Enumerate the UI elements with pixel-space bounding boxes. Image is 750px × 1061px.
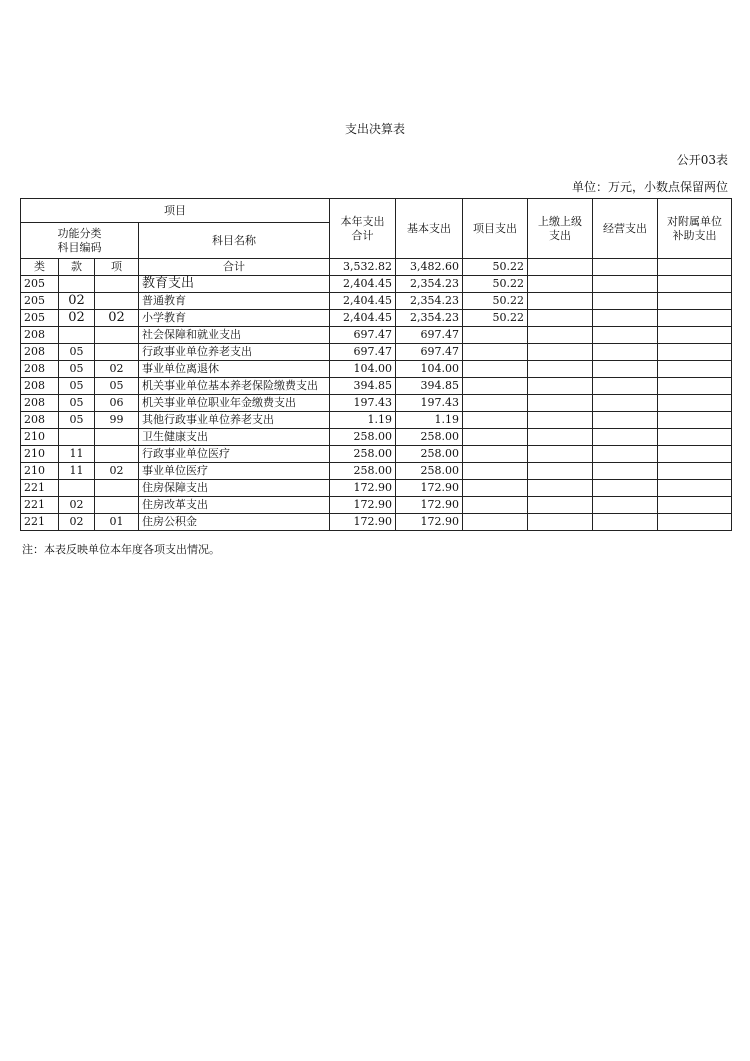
cell-basic: 394.85 <box>396 378 463 395</box>
cell-upper <box>528 344 593 361</box>
cell-total: 258.00 <box>330 463 396 480</box>
cell-upper <box>528 395 593 412</box>
cell-subsidy <box>658 276 732 293</box>
cell-total: 172.90 <box>330 514 396 531</box>
cell-basic: 2,354.23 <box>396 293 463 310</box>
cell-operation <box>593 344 658 361</box>
cell-upper <box>528 276 593 293</box>
cell-kuan: 05 <box>59 412 95 429</box>
cell-xiang: 99 <box>95 412 139 429</box>
table-row <box>21 480 732 497</box>
cell-kuan: 02 <box>59 293 95 310</box>
cell-subsidy <box>658 344 732 361</box>
cell-project <box>463 412 528 429</box>
cell-basic: 2,354.23 <box>396 310 463 327</box>
header-kuan: 款 <box>59 259 95 276</box>
cell-operation <box>593 497 658 514</box>
cell-project <box>463 344 528 361</box>
cell-upper <box>528 412 593 429</box>
cell-kuan: 05 <box>59 344 95 361</box>
cell-basic: 258.00 <box>396 446 463 463</box>
cell-operation <box>593 446 658 463</box>
cell-total: 2,404.45 <box>330 310 396 327</box>
cell-name: 卫生健康支出 <box>139 429 330 446</box>
cell-xiang <box>95 344 139 361</box>
cell-total: 258.00 <box>330 446 396 463</box>
header-func-class: 功能分类 科目编码 <box>21 223 139 259</box>
cell-xiang: 01 <box>95 514 139 531</box>
cell-lei: 205 <box>21 276 59 293</box>
cell-project <box>463 514 528 531</box>
total-row-upper <box>528 259 593 276</box>
cell-project <box>463 497 528 514</box>
cell-kuan: 11 <box>59 463 95 480</box>
cell-subsidy <box>658 310 732 327</box>
total-row-subsidy <box>658 259 732 276</box>
cell-kuan: 11 <box>59 446 95 463</box>
header-total: 本年支出 合计 <box>330 199 396 259</box>
cell-total: 1.19 <box>330 412 396 429</box>
cell-xiang <box>95 293 139 310</box>
cell-basic: 2,354.23 <box>396 276 463 293</box>
cell-operation <box>593 310 658 327</box>
cell-subsidy <box>658 327 732 344</box>
table-row <box>21 514 732 531</box>
cell-upper <box>528 463 593 480</box>
cell-lei: 208 <box>21 344 59 361</box>
header-basic: 基本支出 <box>396 199 463 259</box>
total-row-total: 3,532.82 <box>330 259 396 276</box>
cell-xiang: 02 <box>95 463 139 480</box>
cell-xiang <box>95 497 139 514</box>
table-row <box>21 429 732 446</box>
cell-upper <box>528 497 593 514</box>
cell-xiang <box>95 276 139 293</box>
cell-name: 住房保障支出 <box>139 480 330 497</box>
cell-name: 普通教育 <box>139 293 330 310</box>
cell-name: 事业单位医疗 <box>139 463 330 480</box>
cell-project <box>463 446 528 463</box>
cell-total: 394.85 <box>330 378 396 395</box>
table-row <box>21 310 732 327</box>
header-item: 项目 <box>21 199 330 223</box>
cell-basic: 197.43 <box>396 395 463 412</box>
cell-xiang <box>95 446 139 463</box>
header-project: 项目支出 <box>463 199 528 259</box>
cell-basic: 172.90 <box>396 497 463 514</box>
cell-basic: 258.00 <box>396 463 463 480</box>
cell-lei: 205 <box>21 293 59 310</box>
cell-upper <box>528 327 593 344</box>
cell-lei: 210 <box>21 446 59 463</box>
header-upper: 上缴上级 支出 <box>528 199 593 259</box>
table-row <box>21 361 732 378</box>
page-title: 支出决算表 <box>344 122 405 136</box>
cell-project <box>463 378 528 395</box>
cell-project <box>463 463 528 480</box>
cell-lei: 210 <box>21 463 59 480</box>
cell-project <box>463 327 528 344</box>
cell-basic: 697.47 <box>396 327 463 344</box>
cell-xiang <box>95 480 139 497</box>
cell-name: 社会保障和就业支出 <box>139 327 330 344</box>
cell-name: 行政事业单位医疗 <box>139 446 330 463</box>
cell-upper <box>528 361 593 378</box>
cell-subsidy <box>658 429 732 446</box>
cell-operation <box>593 480 658 497</box>
table-row <box>21 327 732 344</box>
cell-upper <box>528 429 593 446</box>
cell-operation <box>593 463 658 480</box>
table-row <box>21 446 732 463</box>
cell-lei: 221 <box>21 514 59 531</box>
cell-xiang <box>95 327 139 344</box>
cell-upper <box>528 514 593 531</box>
cell-upper <box>528 446 593 463</box>
cell-total: 172.90 <box>330 480 396 497</box>
table-row <box>21 395 732 412</box>
cell-lei: 208 <box>21 395 59 412</box>
cell-upper <box>528 480 593 497</box>
cell-subsidy <box>658 361 732 378</box>
cell-lei: 221 <box>21 497 59 514</box>
cell-basic: 697.47 <box>396 344 463 361</box>
table-row <box>21 463 732 480</box>
cell-total: 172.90 <box>330 497 396 514</box>
cell-name: 机关事业单位职业年金缴费支出 <box>139 395 330 412</box>
cell-name: 事业单位离退休 <box>139 361 330 378</box>
cell-subsidy <box>658 497 732 514</box>
unit-label: 单位：万元，小数点保留两位 <box>571 180 728 194</box>
total-row-operation <box>593 259 658 276</box>
cell-operation <box>593 514 658 531</box>
cell-basic: 1.19 <box>396 412 463 429</box>
cell-subsidy <box>658 514 732 531</box>
cell-project <box>463 480 528 497</box>
cell-total: 104.00 <box>330 361 396 378</box>
cell-total: 2,404.45 <box>330 276 396 293</box>
cell-name: 住房改革支出 <box>139 497 330 514</box>
table-row <box>21 344 732 361</box>
cell-lei: 208 <box>21 327 59 344</box>
total-row-project: 50.22 <box>463 259 528 276</box>
cell-operation <box>593 378 658 395</box>
cell-project <box>463 429 528 446</box>
header-lei: 类 <box>21 259 59 276</box>
cell-basic: 172.90 <box>396 514 463 531</box>
cell-name: 教育支出 <box>139 276 330 293</box>
cell-xiang: 02 <box>95 361 139 378</box>
cell-name: 行政事业单位养老支出 <box>139 344 330 361</box>
cell-operation <box>593 429 658 446</box>
cell-lei: 208 <box>21 412 59 429</box>
table-row <box>21 276 732 293</box>
cell-total: 697.47 <box>330 344 396 361</box>
cell-kuan: 02 <box>59 310 95 327</box>
cell-name: 其他行政事业单位养老支出 <box>139 412 330 429</box>
header-xiang: 项 <box>95 259 139 276</box>
cell-kuan <box>59 276 95 293</box>
cell-basic: 258.00 <box>396 429 463 446</box>
cell-upper <box>528 293 593 310</box>
cell-lei: 208 <box>21 361 59 378</box>
cell-name: 住房公积金 <box>139 514 330 531</box>
total-row-basic: 3,482.60 <box>396 259 463 276</box>
cell-kuan: 05 <box>59 395 95 412</box>
cell-kuan: 02 <box>59 497 95 514</box>
cell-operation <box>593 361 658 378</box>
table-row <box>21 412 732 429</box>
cell-operation <box>593 327 658 344</box>
cell-subsidy <box>658 480 732 497</box>
header-subsidy: 对附属单位 补助支出 <box>658 199 732 259</box>
cell-name: 小学教育 <box>139 310 330 327</box>
cell-project <box>463 395 528 412</box>
table-row <box>21 378 732 395</box>
cell-total: 197.43 <box>330 395 396 412</box>
cell-xiang: 02 <box>95 310 139 327</box>
cell-operation <box>593 276 658 293</box>
cell-operation <box>593 293 658 310</box>
cell-total: 2,404.45 <box>330 293 396 310</box>
cell-subsidy <box>658 395 732 412</box>
table-row <box>21 497 732 514</box>
form-number: 公开03表 <box>676 153 728 167</box>
cell-project <box>463 361 528 378</box>
table-row <box>21 293 732 310</box>
cell-subsidy <box>658 293 732 310</box>
cell-lei: 210 <box>21 429 59 446</box>
cell-total: 697.47 <box>330 327 396 344</box>
cell-operation <box>593 395 658 412</box>
cell-subsidy <box>658 446 732 463</box>
cell-project: 50.22 <box>463 293 528 310</box>
total-row-label: 合计 <box>139 259 330 276</box>
cell-basic: 104.00 <box>396 361 463 378</box>
cell-kuan <box>59 429 95 446</box>
cell-upper <box>528 310 593 327</box>
cell-operation <box>593 412 658 429</box>
cell-lei: 221 <box>21 480 59 497</box>
header-subject-name: 科目名称 <box>139 223 330 259</box>
cell-subsidy <box>658 412 732 429</box>
cell-lei: 205 <box>21 310 59 327</box>
expenditure-table <box>20 198 732 531</box>
table-note: 注：本表反映单位本年度各项支出情况。 <box>22 543 220 556</box>
cell-kuan: 02 <box>59 514 95 531</box>
cell-subsidy <box>658 463 732 480</box>
cell-upper <box>528 378 593 395</box>
header-operation: 经营支出 <box>593 199 658 259</box>
cell-total: 258.00 <box>330 429 396 446</box>
cell-subsidy <box>658 378 732 395</box>
cell-name: 机关事业单位基本养老保险缴费支出 <box>139 378 330 395</box>
cell-kuan <box>59 327 95 344</box>
cell-kuan: 05 <box>59 378 95 395</box>
cell-project: 50.22 <box>463 310 528 327</box>
cell-kuan <box>59 480 95 497</box>
cell-xiang: 05 <box>95 378 139 395</box>
cell-lei: 208 <box>21 378 59 395</box>
cell-project: 50.22 <box>463 276 528 293</box>
cell-kuan: 05 <box>59 361 95 378</box>
cell-xiang: 06 <box>95 395 139 412</box>
cell-basic: 172.90 <box>396 480 463 497</box>
cell-xiang <box>95 429 139 446</box>
